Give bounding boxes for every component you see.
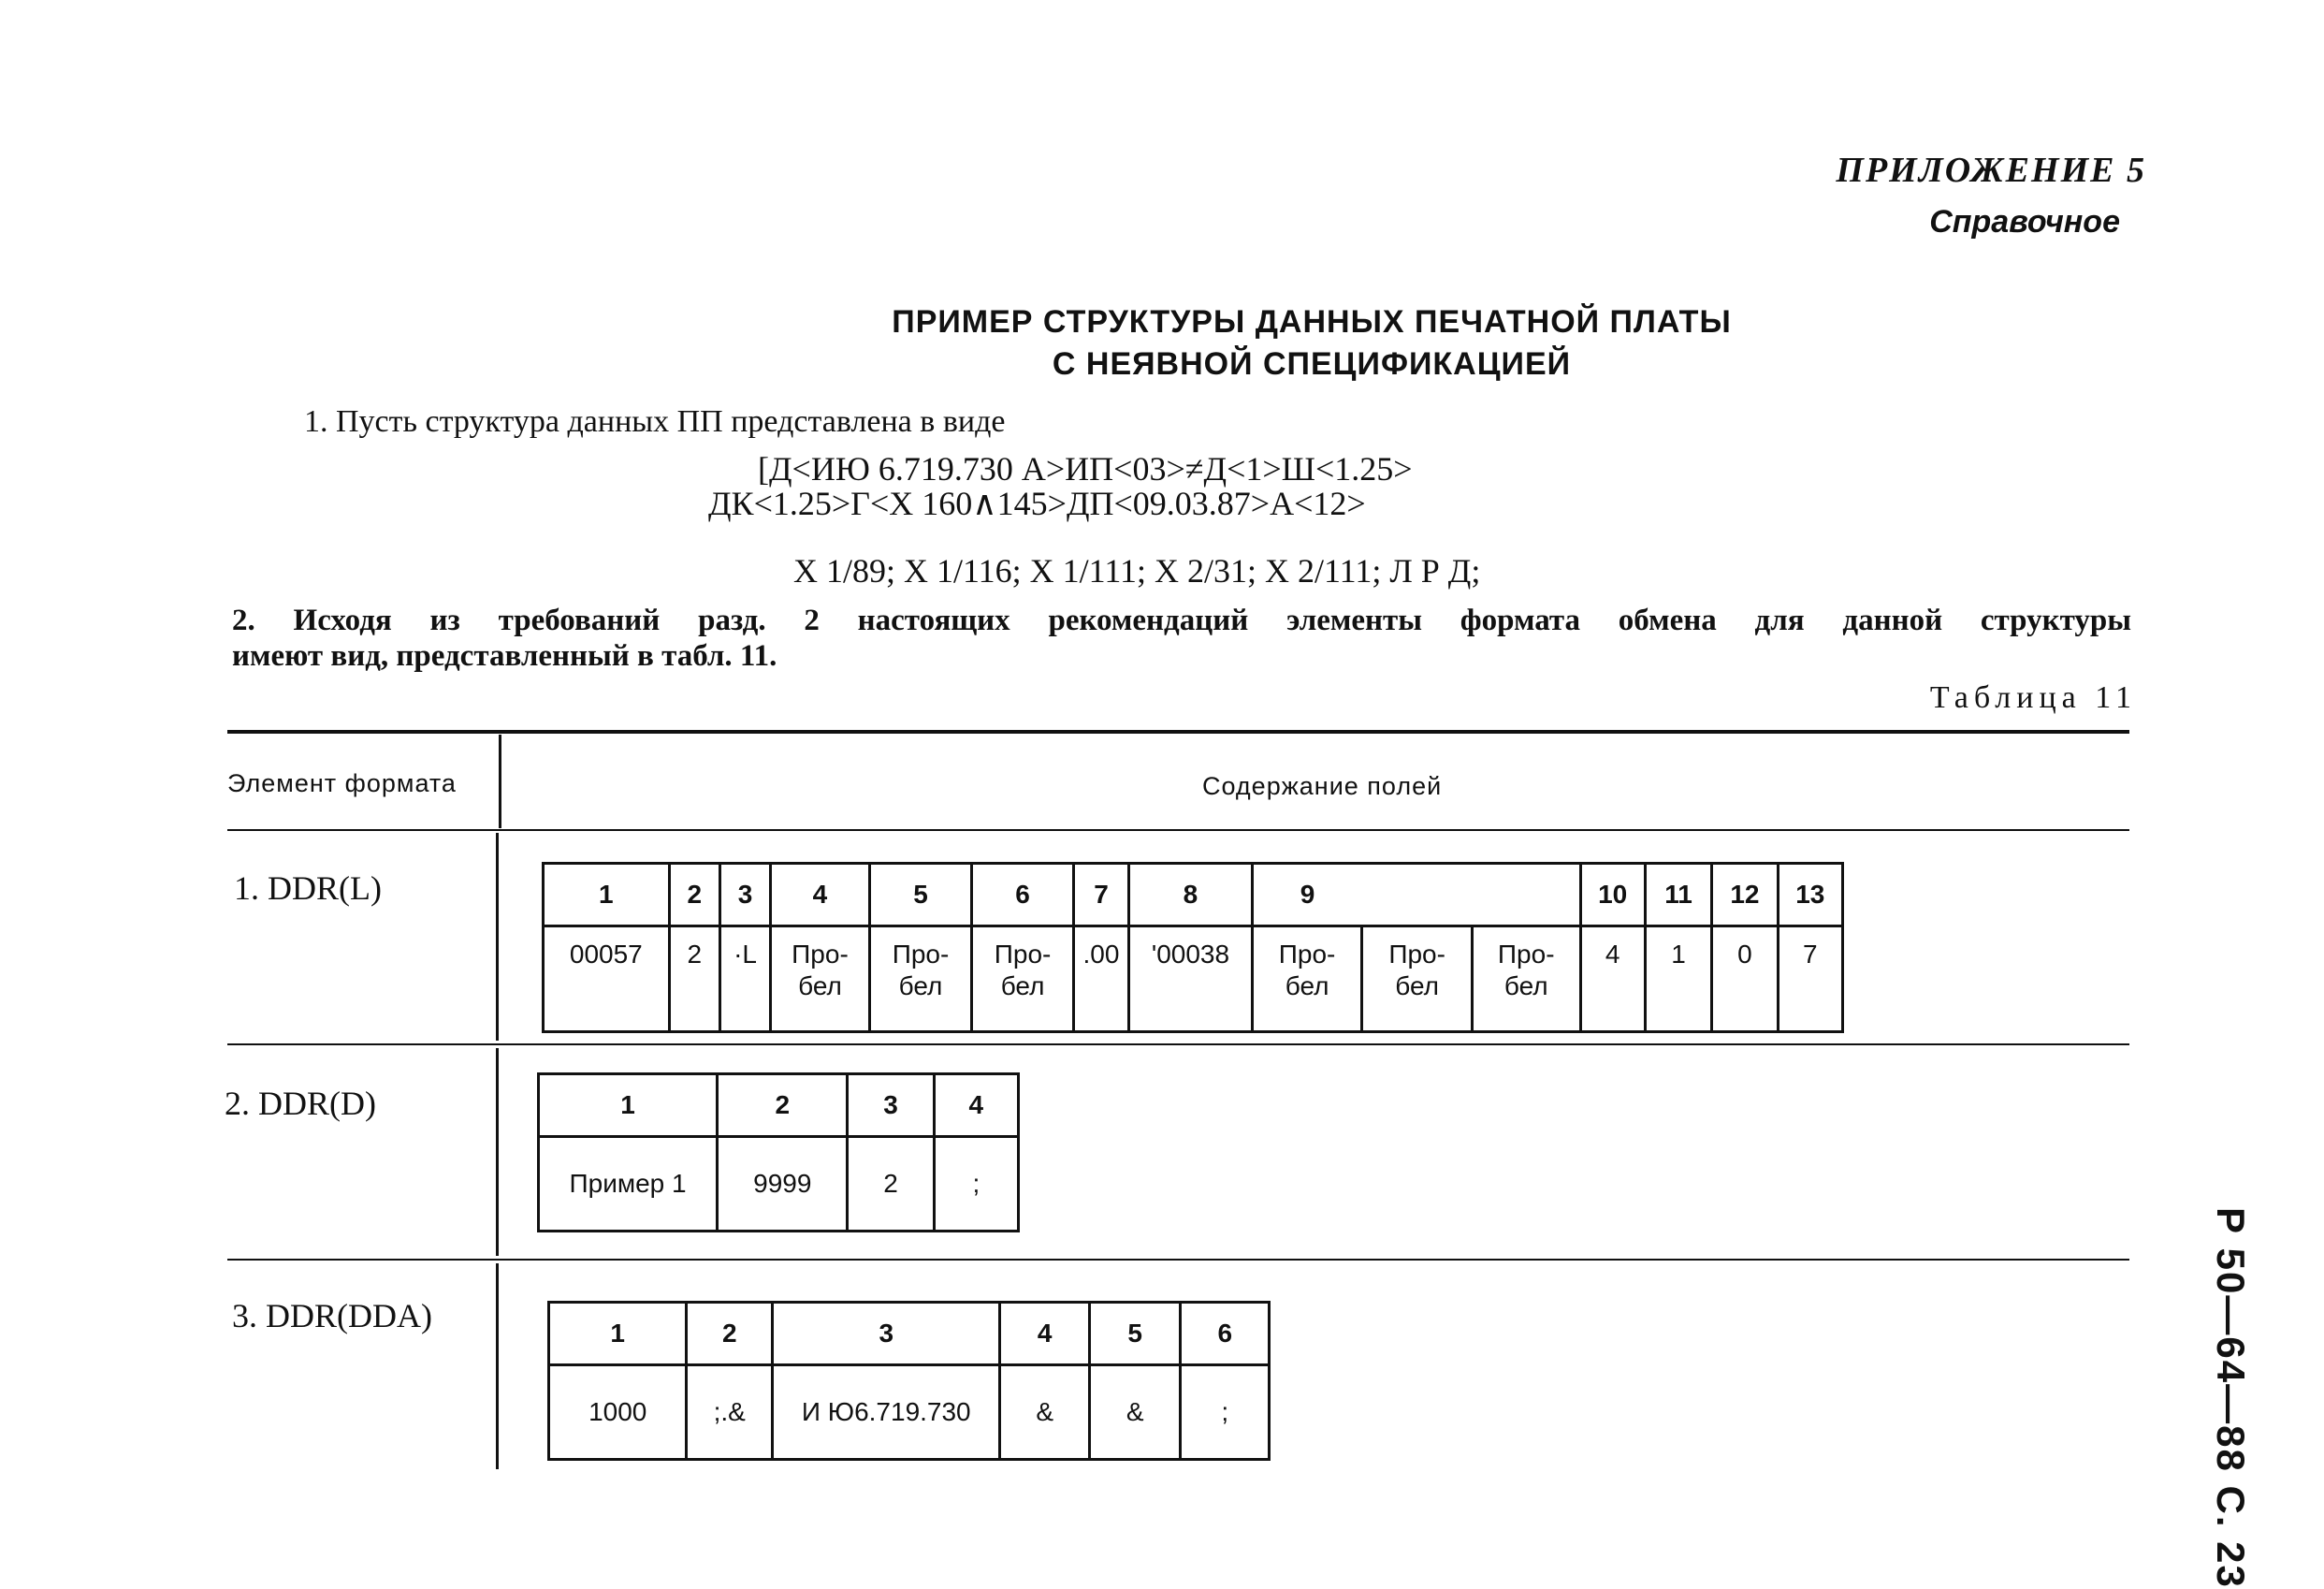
field-number: 12	[1712, 864, 1778, 926]
field-value: &	[1089, 1365, 1180, 1460]
field-value: Про- бел	[1472, 926, 1580, 1032]
field-number: 4	[771, 864, 870, 926]
element-ddr-dda: 3. DDR(DDA)	[232, 1297, 432, 1334]
formula-line1: [Д<ИЮ 6.719.730 А>ИП<03>≠Д<1>Ш<1.25>	[758, 450, 1413, 488]
reference-label: Справочное	[1929, 204, 2120, 240]
formula-line2: ДК<1.25>Г<X 160∧145>ДП<09.03.87>А<12>	[708, 485, 1366, 522]
field-value: 0	[1712, 926, 1778, 1032]
field-number: 2	[687, 1303, 773, 1365]
field-number: 10	[1580, 864, 1645, 926]
column-header-element: Элемент формата	[227, 769, 457, 797]
field-value: Про- бел	[771, 926, 870, 1032]
field-value: 1	[1645, 926, 1711, 1032]
element-ddr-l: 1. DDR(L)	[234, 869, 382, 907]
field-number: 7	[1073, 864, 1128, 926]
field-number: 4	[1000, 1303, 1090, 1365]
row2-column-divider	[496, 1048, 499, 1256]
field-value: ·L	[719, 926, 770, 1032]
row-divider-1	[227, 1043, 2129, 1045]
row3-column-divider	[496, 1263, 499, 1469]
field-number: 3	[773, 1303, 1000, 1365]
field-value: 2	[669, 926, 719, 1032]
field-number: 6	[972, 864, 1074, 926]
field-number: 4	[934, 1074, 1018, 1137]
document-title-line1: ПРИМЕР СТРУКТУРЫ ДАННЫХ ПЕЧАТНОЙ ПЛАТЫ	[892, 304, 1732, 340]
fields-table-ddr-d	[537, 1072, 1020, 1232]
field-number: 5	[869, 864, 972, 926]
field-value: Про- бел	[869, 926, 972, 1032]
element-ddr-d: 2. DDR(D)	[225, 1085, 376, 1122]
row1-column-divider	[496, 833, 499, 1041]
field-value: Пример 1	[539, 1137, 718, 1232]
field-number: 3	[719, 864, 770, 926]
field-number: 11	[1645, 864, 1711, 926]
field-number: 5	[1089, 1303, 1180, 1365]
field-value: И Ю6.719.730	[773, 1365, 1000, 1460]
field-value: Про- бел	[972, 926, 1074, 1032]
paragraph-2-line1: 2. Исходя из требований разд. 2 настоящих рекомендаций элементы формата обмена для данной структуры	[232, 604, 2131, 637]
table-number: Таблица 11	[1929, 680, 2137, 715]
field-value: ;.&	[687, 1365, 773, 1460]
fields-table-ddr-dda	[547, 1301, 1271, 1461]
field-number: 1	[539, 1074, 718, 1137]
appendix-label: ПРИЛОЖЕНИЕ 5	[1836, 151, 2146, 190]
field-number: 2	[718, 1074, 848, 1137]
field-value: 7	[1778, 926, 1842, 1032]
field-value: 1000	[549, 1365, 687, 1460]
field-value: 4	[1580, 926, 1645, 1032]
field-value: Про- бел	[1362, 926, 1473, 1032]
field-number: 2	[669, 864, 719, 926]
field-value: &	[1000, 1365, 1090, 1460]
header-column-divider	[499, 735, 501, 828]
field-number: 9	[1252, 864, 1580, 926]
field-number: 6	[1181, 1303, 1270, 1365]
formula-line3: X 1/89; X 1/116; X 1/111; X 2/31; X 2/111; Л Р Д;	[793, 552, 1481, 590]
fields-table-ddr-l	[542, 862, 1844, 1033]
row-divider-2	[227, 1259, 2129, 1261]
field-value: 00057	[544, 926, 670, 1032]
paragraph-1: 1. Пусть структура данных ПП представлена в виде	[304, 404, 1006, 439]
field-value: 9999	[718, 1137, 848, 1232]
table-header-rule	[227, 829, 2129, 831]
table-top-rule	[227, 730, 2129, 734]
field-value: ;	[934, 1137, 1018, 1232]
field-value: ;	[1181, 1365, 1270, 1460]
document-title-line2: С НЕЯВНОЙ СПЕЦИФИКАЦИЕЙ	[1052, 346, 1572, 382]
field-value: 2	[848, 1137, 934, 1232]
field-number: 13	[1778, 864, 1842, 926]
field-value: Про- бел	[1252, 926, 1362, 1032]
field-number: 1	[549, 1303, 687, 1365]
page-stamp: Р 50—64—88 С. 23	[2209, 1207, 2253, 1589]
field-value: .00	[1073, 926, 1128, 1032]
field-value: '00038	[1129, 926, 1253, 1032]
field-number: 3	[848, 1074, 934, 1137]
field-number: 1	[544, 864, 670, 926]
column-header-content: Содержание полей	[1202, 772, 1443, 800]
paragraph-2-line2: имеют вид, представленный в табл. 11.	[232, 639, 777, 673]
field-number: 8	[1129, 864, 1253, 926]
